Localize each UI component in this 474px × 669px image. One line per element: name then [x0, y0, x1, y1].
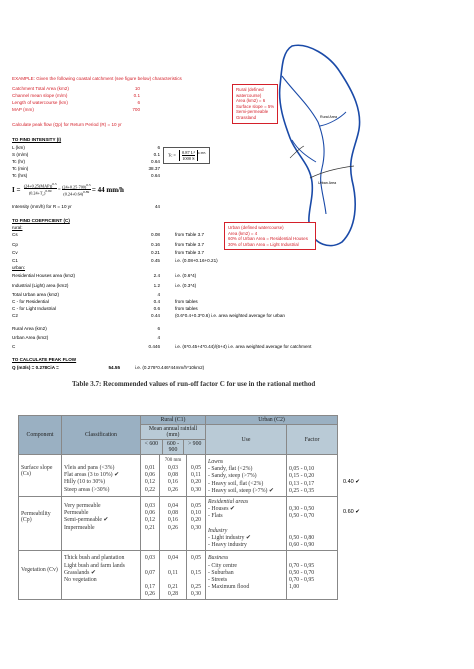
class-item: No vegetation	[64, 577, 97, 584]
row-label: Total Urban area (km2)	[12, 292, 59, 297]
row-label: C - for Residential	[12, 299, 49, 304]
use-item: - Sandy, flat (<2%)	[208, 466, 253, 473]
given-value: 0.1	[133, 93, 140, 98]
coefficient-heading: TO FIND COEFFICIENT (C)	[12, 218, 70, 223]
factor-item	[289, 499, 335, 506]
cell-value: 0,21	[144, 524, 156, 531]
component-cell: Permeability (Cp)	[19, 497, 62, 551]
cell-value: 0,05	[190, 503, 202, 510]
example-heading: EXAMPLE: Given the following coastal catchment (see figure below) characteristics	[12, 76, 182, 81]
table-row	[19, 455, 338, 497]
row-value: 0.64	[151, 159, 160, 164]
row-note: i.e. (0.6*4)	[175, 273, 197, 278]
row-label: Urban Area (km2)	[12, 335, 49, 340]
use-item: - City centre	[208, 562, 237, 569]
row-label: Cp	[12, 242, 18, 247]
rural-box-line: Surface slope = 5%	[236, 103, 275, 109]
use-item: - Maximum flood	[208, 584, 250, 591]
classification-cell	[62, 551, 141, 600]
row-label: Tc (hr)	[12, 159, 26, 164]
use-item: - Heavy soil, flat (<2%)	[208, 480, 264, 487]
cell-value: 0,11	[168, 569, 178, 576]
row-label: C	[12, 344, 16, 349]
urban-area-label: Urban Area	[318, 181, 337, 185]
given-label: MAP (mm)	[12, 107, 34, 112]
row-note: i.e. (6*0.45+4*0.44)/(6+4) i.e. area weighted average for catchment	[175, 344, 312, 349]
class-item: Impermeable	[64, 524, 95, 531]
row-value: 0.16	[151, 242, 160, 247]
use-item: Lawns	[208, 459, 224, 465]
row-value: 2.4	[153, 273, 160, 278]
tc-formula	[163, 147, 210, 164]
urban-heading: urban:	[12, 265, 26, 270]
table-row	[19, 497, 338, 551]
cell-value: 0,17	[144, 583, 156, 590]
urban-box-line: 30% of Urban Area = Light Industrial	[228, 241, 299, 247]
cell-value: 0,25	[190, 583, 202, 590]
urban-box-line: Urban (defined watercourse)	[228, 225, 284, 230]
value-cell	[159, 455, 186, 497]
urban-box-line: 60% of Urban Area = Residential Houses	[228, 236, 308, 242]
use-cell	[206, 455, 287, 497]
use-item: Industry	[208, 527, 228, 534]
row-value: 0.21	[151, 250, 160, 255]
classification-cell	[62, 455, 141, 497]
cell-value: 0,26	[144, 591, 156, 598]
use-item: - Suburban	[208, 569, 234, 576]
rural-area-label: Rural Area	[320, 115, 337, 119]
classification-header: Classification	[62, 416, 141, 455]
use-header: Use	[206, 425, 287, 455]
rural-header: Rural (C1)	[141, 416, 206, 425]
factor-header: Factor	[287, 425, 338, 455]
cell-value: 0,07	[144, 569, 156, 576]
value-cell	[186, 551, 205, 600]
row-note: from tables	[175, 306, 198, 311]
factor-item: 0,50 - 0,70	[289, 513, 315, 520]
factor-item: 0,25 - 0,35	[289, 487, 315, 494]
cell-value: 0,30	[190, 486, 202, 493]
row-note: from tables	[175, 299, 198, 304]
factor-item: 0,50 - 0,70	[289, 569, 315, 576]
cell-value: 0,08	[167, 472, 179, 479]
use-item: - Streets	[208, 577, 228, 584]
cell-value: 0,06	[144, 472, 156, 479]
row-note: from Table 3.7	[175, 250, 205, 255]
use-item: - Heavy soil, steep (>7%) ✔	[208, 487, 274, 494]
cell-value: 0,04	[167, 555, 179, 562]
row-label: S (m/m)	[12, 152, 29, 157]
given-label: Length of watercourse (km)	[12, 100, 68, 105]
value-cell	[141, 455, 160, 497]
row-label: Tc (hrs)	[12, 173, 28, 178]
factor-item	[289, 555, 335, 562]
tributary-line	[292, 140, 316, 162]
factor-item: 0,60 - 0,90	[289, 542, 315, 549]
use-item: - Sandy, steep (>7%)	[208, 473, 257, 480]
cell-value: 0,05	[190, 555, 202, 562]
value-cell	[141, 497, 160, 551]
class-item: Flat areas (3 to 10%) ✔	[64, 472, 119, 479]
class-item: Vleis and pans (<3%)	[64, 465, 115, 471]
row-label: Industrial (Light) area (km2)	[12, 283, 69, 288]
row-label: Tc (min)	[12, 166, 29, 171]
tc-formula-denominator: 1000 S	[182, 156, 195, 161]
row-value: 6	[157, 326, 160, 331]
tc-formula-exponent: 0.385	[197, 151, 206, 156]
factor-cell	[287, 497, 338, 551]
row-label: L (km)	[12, 145, 25, 150]
factor-item: 0,50 - 0,80	[289, 535, 315, 542]
row-label: C1	[12, 258, 18, 263]
row-value: 6	[157, 145, 160, 150]
map-col-header: 600 - 900	[163, 440, 185, 454]
use-item: - Light industry ✔	[208, 535, 251, 542]
cell-value: 0,08	[167, 510, 179, 517]
row-value: 0.1	[153, 152, 160, 157]
urban-info-box	[224, 222, 316, 250]
urban-box-line: Area (km2) = 4	[228, 230, 258, 236]
row-value: 0.6	[153, 306, 160, 311]
note-700mm: 700 mm	[164, 458, 182, 463]
intensity-formula: I = $(24+0.25(MAP))^{0.5}$ $(0.24+T_c)^{0.89}$ = $\frac{(24+0.25\cdot 700)^{0.5}}{(0.24+0.64)^{0.89}}$ = 44 mm/h	[12, 182, 124, 198]
factor-item: 1,00	[289, 584, 300, 591]
cell-value: 0,03	[144, 503, 156, 510]
factor-cell	[287, 551, 338, 600]
row-label: Cv	[12, 250, 18, 255]
row-note: i.e. (0.08+0.16+0.21)	[175, 258, 218, 263]
cell-value: 0,03	[144, 555, 156, 562]
intensity-result: = 44 mm/h	[91, 185, 124, 194]
map-col-header: < 600	[141, 440, 163, 454]
row-value: 4	[157, 335, 160, 340]
map-col-header: > 900	[187, 441, 202, 447]
cell-value: 0,22	[144, 486, 156, 493]
residential-c-marker: 0.40 ✔	[343, 479, 360, 485]
given-value: 700	[132, 107, 140, 112]
given-label: Catchment Total Area (km2)	[12, 86, 69, 91]
peak-label: Q (m3/s) = 0.278CiA =	[12, 365, 59, 370]
factor-item: 0,13 - 0,17	[289, 480, 315, 487]
use-cell	[206, 551, 287, 600]
rural-box-line: watercourse)	[236, 92, 262, 98]
cell-value: 0,11	[191, 472, 201, 479]
use-item: Business	[208, 555, 229, 562]
factor-item: 0,05 - 0,10	[289, 466, 315, 473]
factor-item	[289, 528, 335, 535]
cell-value: 0,21	[167, 583, 179, 590]
row-label: Intensity (mm/h) for R = 10 yr	[12, 204, 72, 209]
use-item: - Heavy industry	[208, 542, 247, 549]
row-value: 0.4	[153, 299, 160, 304]
class-item: Steep areas (>30%)	[64, 486, 110, 493]
value-cell	[141, 551, 160, 600]
peak-heading: TO CALCULATE PEAK FLOW	[12, 357, 77, 362]
factor-cell	[287, 455, 338, 497]
row-value: 0.08	[151, 232, 160, 237]
given-value: 10	[134, 86, 140, 91]
catchment-boundary	[280, 45, 360, 245]
cell-value: 0,26	[167, 486, 179, 493]
cell-value: 0,20	[190, 517, 202, 524]
row-label: Cs	[12, 232, 18, 237]
map-header: Mean annual rainfall (mm)	[141, 425, 205, 440]
cell-value: 0,16	[167, 479, 179, 486]
cell-value: 0,30	[190, 524, 202, 531]
peak-note: i.e. (0.278*0.446*44mm/h*10km2)	[135, 365, 205, 370]
row-value: 4	[157, 292, 160, 297]
row-label: Residential Houses area (km2)	[12, 273, 76, 278]
class-item: Hilly (10 to 30%)	[64, 479, 106, 486]
row-value: 1.2	[153, 283, 160, 288]
classification-cell	[62, 497, 141, 551]
class-item: Very permeable	[64, 503, 101, 510]
intensity-heading: TO FIND INTENSITY (I)	[12, 137, 62, 142]
rural-box-line: Semi-permeable	[236, 109, 269, 115]
component-cell: Surface slope (Cs)	[19, 455, 62, 497]
class-item: Semi-permeable ✔	[64, 517, 109, 524]
row-value: 38.37	[148, 166, 160, 171]
cell-value: 0,04	[167, 503, 179, 510]
class-item: Grasslands ✔	[64, 569, 96, 576]
row-value: 0.44	[151, 313, 160, 318]
row-label: C - for Light Industrial	[12, 306, 56, 311]
tc-formula-numerator: 0.87 L²	[182, 150, 195, 155]
given-value: 6	[137, 100, 140, 105]
urban-header: Urban (C2)	[206, 416, 338, 425]
rural-box-line: Area (km2) = 6	[236, 98, 266, 104]
component-header: Component	[19, 416, 62, 455]
cell-value: 0,15	[190, 569, 202, 576]
row-note: i.e. (0.3*4)	[175, 283, 197, 288]
map-header-cell	[141, 425, 206, 455]
row-value: 0.64	[151, 173, 160, 178]
table-row	[19, 551, 338, 600]
use-item: Residential areas	[208, 499, 249, 506]
value-cell	[159, 551, 186, 600]
class-item: Thick bush and plantation	[64, 555, 125, 562]
rural-box-line: Rural (defined	[236, 87, 264, 92]
row-label: C2	[12, 313, 18, 318]
component-cell: Vegetation (Cv)	[19, 551, 62, 600]
peak-value: 54.55	[108, 365, 120, 370]
industrial-c-marker: 0.60 ✔	[343, 509, 360, 515]
use-item: - Houses ✔	[208, 506, 235, 513]
row-note: (0.6*0.4+0.3*0.6) i.e. area weighted average for urban	[175, 313, 285, 318]
runoff-factor-table	[18, 415, 338, 600]
cell-value: 0,26	[167, 524, 179, 531]
value-cell	[159, 497, 186, 551]
divide-line	[310, 166, 354, 178]
factor-item: 0,70 - 0,95	[289, 577, 315, 584]
row-note: from Table 3.7	[175, 232, 205, 237]
tc-formula-lhs: Tc =	[168, 152, 176, 158]
table-title: Table 3.7: Recommended values of run-off factor C for use in the rational method	[72, 380, 316, 388]
cell-value: 0,01	[144, 465, 156, 471]
cell-value: 0,30	[190, 591, 202, 598]
row-value: 44	[154, 204, 160, 209]
rural-heading: rural:	[12, 225, 23, 230]
cell-value: 0,20	[190, 479, 202, 486]
factor-item	[289, 521, 335, 528]
cell-value: 0,05	[190, 465, 202, 471]
use-item	[208, 521, 284, 528]
row-note: from Table 3.7	[175, 242, 205, 247]
use-item: - Flats	[208, 513, 223, 520]
cell-value: 0,16	[167, 517, 179, 524]
cell-value: 0,28	[167, 591, 179, 598]
class-item: Light bush and farm lands	[64, 562, 125, 569]
given-label: Channel mean slope (m/m)	[12, 93, 68, 98]
cell-value: 0,03	[167, 465, 179, 471]
table-header-row	[19, 416, 338, 425]
value-cell	[186, 455, 205, 497]
watercourse-line	[282, 76, 326, 214]
cell-value: 0,06	[144, 510, 156, 517]
value-cell	[186, 497, 205, 551]
row-value: 0.446	[148, 344, 160, 349]
catchment-map	[260, 42, 370, 252]
cell-value: 0,12	[144, 479, 156, 486]
factor-item: 0,30 - 0,50	[289, 506, 315, 513]
row-label: Rural Area (km2)	[12, 326, 47, 331]
factor-item: 0,70 - 0,95	[289, 562, 315, 569]
class-item: Permeable	[64, 510, 89, 517]
row-value: 0.45	[151, 258, 160, 263]
rural-box-line: Grassland	[236, 114, 257, 120]
cell-value: 0,10	[190, 510, 202, 517]
calc-instruction: Calculate peak flow (Qp) for Return Period (R) = 10 yr	[12, 122, 122, 127]
factor-item: 0,15 - 0,20	[289, 473, 315, 480]
cell-value: 0,12	[144, 517, 156, 524]
factor-item	[289, 459, 335, 466]
use-cell	[206, 497, 287, 551]
